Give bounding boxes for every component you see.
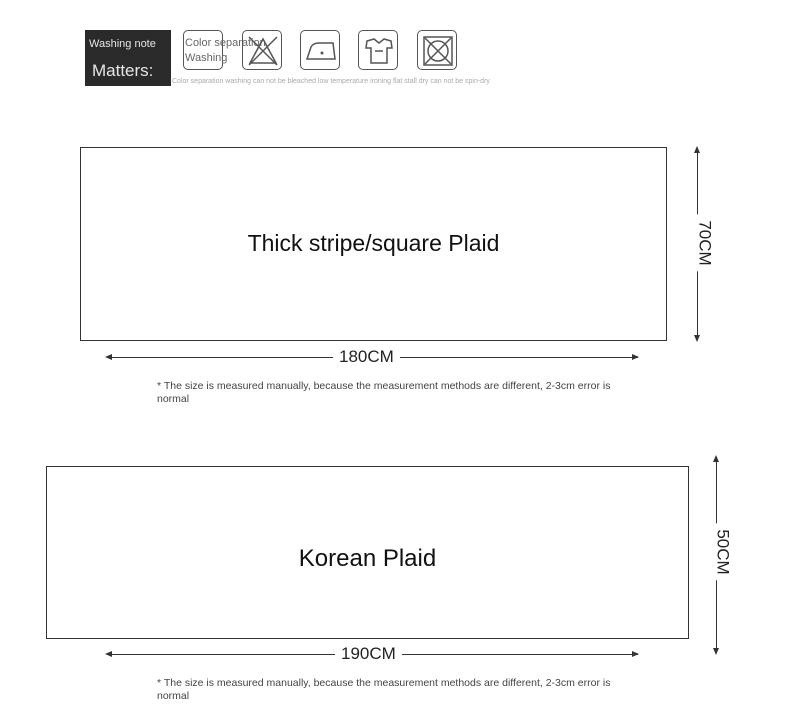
scarf-korean-plaid-outline bbox=[46, 466, 689, 639]
low-temperature-iron-icon bbox=[300, 30, 340, 70]
color-separation-label: Color separation Washing bbox=[185, 37, 266, 64]
no-tumble-dry-icon bbox=[417, 30, 457, 70]
scarf1-measurement-note: * The size is measured manually, because the measurement methods are different, 2-3cm error is normal bbox=[157, 380, 611, 405]
scarf2-label: Korean Plaid bbox=[298, 545, 437, 572]
scarf1-width-arrow-right bbox=[632, 354, 639, 360]
scarf2-measurement-note: * The size is measured manually, because the measurement methods are different, 2-3cm error is normal bbox=[157, 677, 611, 702]
no-bleach-icon bbox=[242, 30, 282, 70]
scarf2-height-label: 50CM bbox=[713, 523, 733, 580]
scarf2-height-arrow-bottom bbox=[713, 648, 719, 655]
scarf1-height-label: 70CM bbox=[695, 214, 715, 271]
flat-dry-icon bbox=[358, 30, 398, 70]
scarf2-width-label: 190CM bbox=[335, 644, 402, 664]
washing-note-box bbox=[85, 30, 171, 86]
scarf2-width-arrow-right bbox=[632, 651, 639, 657]
scarf1-label: Thick stripe/square Plaid bbox=[247, 230, 500, 256]
scarf1-height-arrow-bottom bbox=[694, 335, 700, 342]
scarf1-width-label: 180CM bbox=[333, 347, 400, 367]
scarf-thick-stripe-outline bbox=[80, 147, 667, 341]
washing-note-subtitle: Matters: bbox=[92, 61, 154, 80]
care-instructions-line: Color separation washing can not be bleached low temperature ironing flat stall dry can not be spin-dry bbox=[172, 78, 490, 85]
washing-note-title: Washing note bbox=[89, 38, 156, 50]
